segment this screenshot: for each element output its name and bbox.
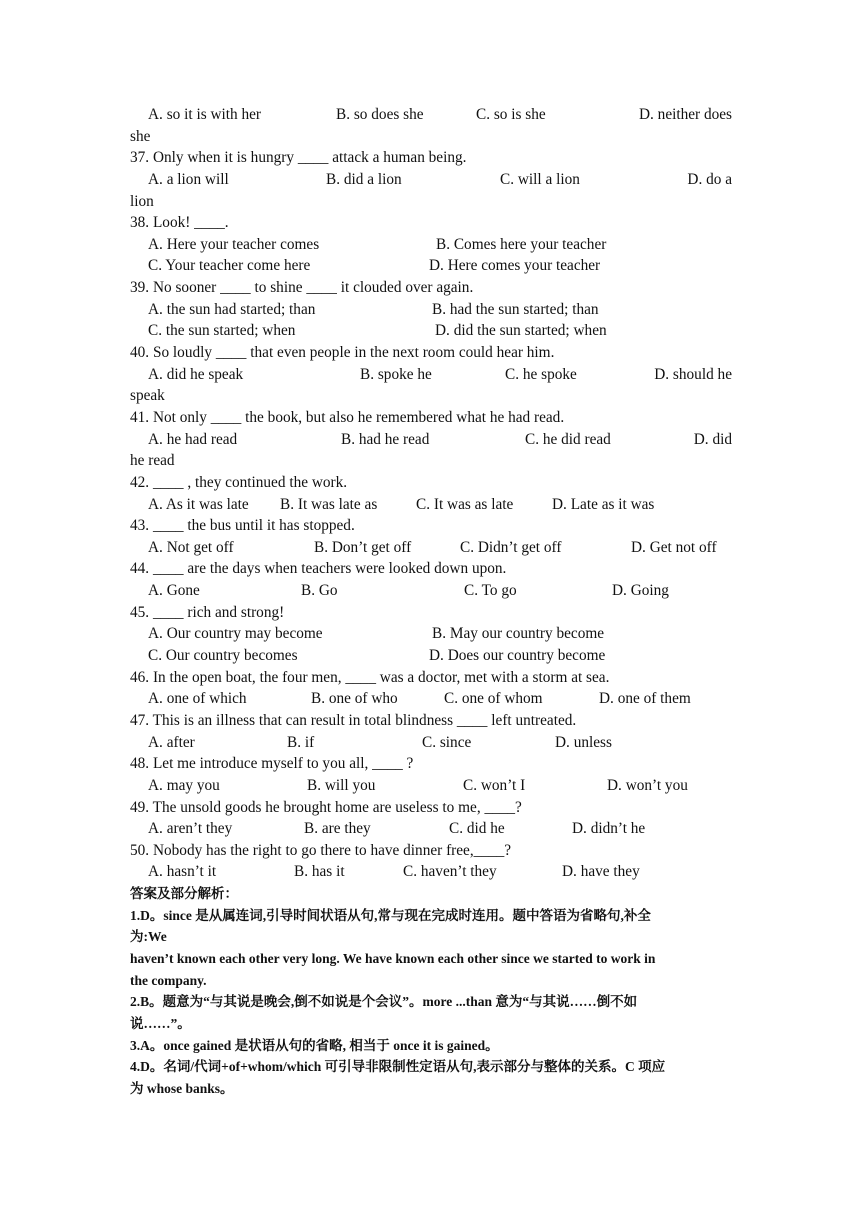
q42-option-a: A. As it was late — [148, 495, 249, 513]
q40-option-a: A. did he speak — [148, 365, 244, 383]
q47-option-b: B. if — [287, 733, 315, 751]
question-47-options — [130, 732, 732, 754]
q48-option-b: B. will you — [307, 776, 376, 794]
question-44-stem: 44. ____ are the days when teachers were looked down upon. — [130, 560, 507, 578]
q50-option-a: A. hasn’t it — [148, 863, 217, 881]
answer-2-line-2: 说……”。 — [130, 1016, 191, 1031]
q41-option-d: D. did — [693, 430, 732, 448]
q37-option-d-wrap: lion — [130, 192, 154, 210]
q46-option-b: B. one of who — [311, 690, 398, 708]
q36-option-d: D. neither does — [638, 106, 732, 123]
q48-option-d: D. won’t you — [607, 776, 688, 794]
q45-option-c: C. Our country becomes — [148, 647, 298, 665]
answer-1-line-1: 1.D。since 是从属连词,引导时间状语从句,常与现在完成时连用。题中答语为省略句,补全 — [130, 907, 651, 923]
q45-option-a: A. Our country may become — [148, 625, 323, 643]
q43-option-d: D. Get not off — [631, 538, 717, 556]
q41-option-a: A. he had read — [148, 430, 238, 448]
answer-4-line-2: 为 whose banks。 — [130, 1080, 234, 1096]
q46-option-d: D. one of them — [599, 690, 691, 708]
q44-option-a: A. Gone — [148, 582, 200, 600]
q43-option-c: C. Didn’t get off — [460, 538, 562, 556]
q38-option-b: B. Comes here your teacher — [436, 235, 607, 253]
q47-option-d: D. unless — [555, 733, 612, 751]
question-43-stem: 43. ____ the bus until it has stopped. — [130, 517, 355, 535]
q47-option-c: C. since — [422, 733, 472, 751]
answer-1-line-2: 为:We — [130, 929, 167, 945]
q42-option-b: B. It was late as — [280, 495, 378, 513]
question-47-stem: 47. This is an illness that can result in total blindness ____ left untreated. — [130, 711, 577, 729]
answer-1-line-4: the company. — [130, 972, 207, 988]
question-41-options — [130, 429, 732, 451]
q39-option-d: D. did the sun started; when — [435, 322, 607, 340]
question-39-stem: 39. No sooner ____ to shine ____ it clouded over again. — [130, 279, 474, 297]
q39-option-a: A. the sun had started; than — [148, 300, 316, 318]
q37-option-b: B. did a lion — [326, 170, 402, 188]
question-38-options-row1 — [130, 234, 732, 256]
q38-option-d: D. Here comes your teacher — [429, 257, 601, 275]
q43-option-b: B. Don’t get off — [314, 538, 412, 556]
q49-option-d: D. didn’t he — [572, 820, 646, 838]
q36-option-a: A. so it is with her — [148, 106, 262, 123]
question-36-options — [130, 104, 732, 126]
document-page — [130, 104, 732, 1100]
q43-option-a: A. Not get off — [148, 538, 234, 556]
q38-option-c: C. Your teacher come here — [148, 257, 311, 275]
q41-option-b: B. had he read — [341, 430, 430, 448]
q48-option-c: C. won’t I — [463, 776, 526, 794]
q36-option-c: C. so is she — [476, 106, 546, 123]
answers-heading: 答案及部分解析： — [130, 886, 238, 902]
q40-option-d: D. should he — [654, 365, 732, 383]
q42-option-c: C. It was as late — [416, 495, 514, 513]
q36-option-d-wrap: she — [130, 127, 151, 145]
question-42-stem: 42. ____ , they continued the work. — [130, 473, 348, 491]
q44-option-c: C. To go — [464, 582, 517, 600]
question-49-stem: 49. The unsold goods he brought home are useless to me, ____? — [130, 798, 522, 816]
q37-option-a: A. a lion will — [148, 170, 229, 188]
question-38-options-row2 — [130, 255, 732, 277]
question-40-options — [130, 364, 732, 386]
q37-option-c: C. will a lion — [500, 170, 580, 188]
q50-option-b: B. has it — [294, 863, 345, 881]
question-49-options — [130, 818, 732, 840]
q42-option-d: D. Late as it was — [552, 495, 655, 513]
q49-option-a: A. aren’t they — [148, 820, 233, 838]
q45-option-d: D. Does our country become — [429, 647, 606, 665]
question-39-options-row1 — [130, 299, 732, 321]
question-42-options — [130, 494, 732, 516]
q47-option-a: A. after — [148, 733, 195, 751]
q40-option-b: B. spoke he — [360, 365, 432, 383]
q50-option-d: D. have they — [562, 863, 640, 881]
q39-option-c: C. the sun started; when — [148, 322, 296, 340]
q50-option-c: C. haven’t they — [403, 863, 497, 881]
q44-option-b: B. Go — [301, 582, 338, 600]
q46-option-c: C. one of whom — [444, 690, 543, 708]
q46-option-a: A. one of which — [148, 690, 247, 708]
q41-option-c: C. he did read — [525, 430, 611, 448]
question-39-options-row2 — [130, 320, 732, 342]
question-50-stem: 50. Nobody has the right to go there to have dinner free,____? — [130, 841, 512, 859]
answer-2-line-1: 2.B。题意为“与其说是晚会,倒不如说是个会议”。more ...than 意为“与其说……倒不如 — [130, 994, 638, 1010]
q36-option-b: B. so does she — [336, 106, 424, 123]
q41-option-d-wrap: he read — [130, 452, 175, 470]
question-43-options — [130, 537, 732, 559]
question-45-options-row1 — [130, 623, 732, 645]
q37-option-d: D. do a — [687, 170, 732, 188]
question-46-stem: 46. In the open boat, the four men, ____ was a doctor, met with a storm at sea. — [130, 668, 610, 686]
answer-3: 3.A。once gained 是状语从句的省略, 相当于 once it is gained。 — [130, 1037, 499, 1053]
question-37-options — [130, 169, 732, 191]
question-45-options-row2 — [130, 645, 732, 667]
question-40-stem: 40. So loudly ____ that even people in the next room could hear him. — [130, 344, 555, 362]
q40-option-d-wrap: speak — [130, 387, 165, 405]
q48-option-a: A. may you — [148, 776, 220, 794]
q49-option-c: C. did he — [449, 820, 505, 838]
question-48-options — [130, 775, 732, 797]
q45-option-b: B. May our country become — [432, 625, 605, 643]
q39-option-b: B. had the sun started; than — [432, 300, 599, 318]
q40-option-c: C. he spoke — [505, 365, 577, 383]
question-41-stem: 41. Not only ____ the book, but also he remembered what he had read. — [130, 408, 565, 426]
answer-4-line-1: 4.D。名词/代词+of+whom/which 可引导非限制性定语从句,表示部分与整体的关系。C 项应 — [130, 1059, 666, 1075]
question-37-stem: 37. Only when it is hungry ____ attack a human being. — [130, 149, 467, 167]
question-45-stem: 45. ____ rich and strong! — [130, 603, 285, 621]
question-48-stem: 48. Let me introduce myself to you all, ____ ? — [130, 755, 414, 773]
q44-option-d: D. Going — [612, 582, 669, 600]
q49-option-b: B. are they — [304, 820, 371, 838]
question-44-options — [130, 580, 732, 602]
q38-option-a: A. Here your teacher comes — [148, 235, 320, 253]
question-38-stem: 38. Look! ____. — [130, 214, 229, 232]
question-46-options — [130, 688, 732, 710]
question-50-options — [130, 861, 732, 883]
answer-1-line-3: haven’t known each other very long. We have known each other since we started to work in — [130, 951, 656, 967]
